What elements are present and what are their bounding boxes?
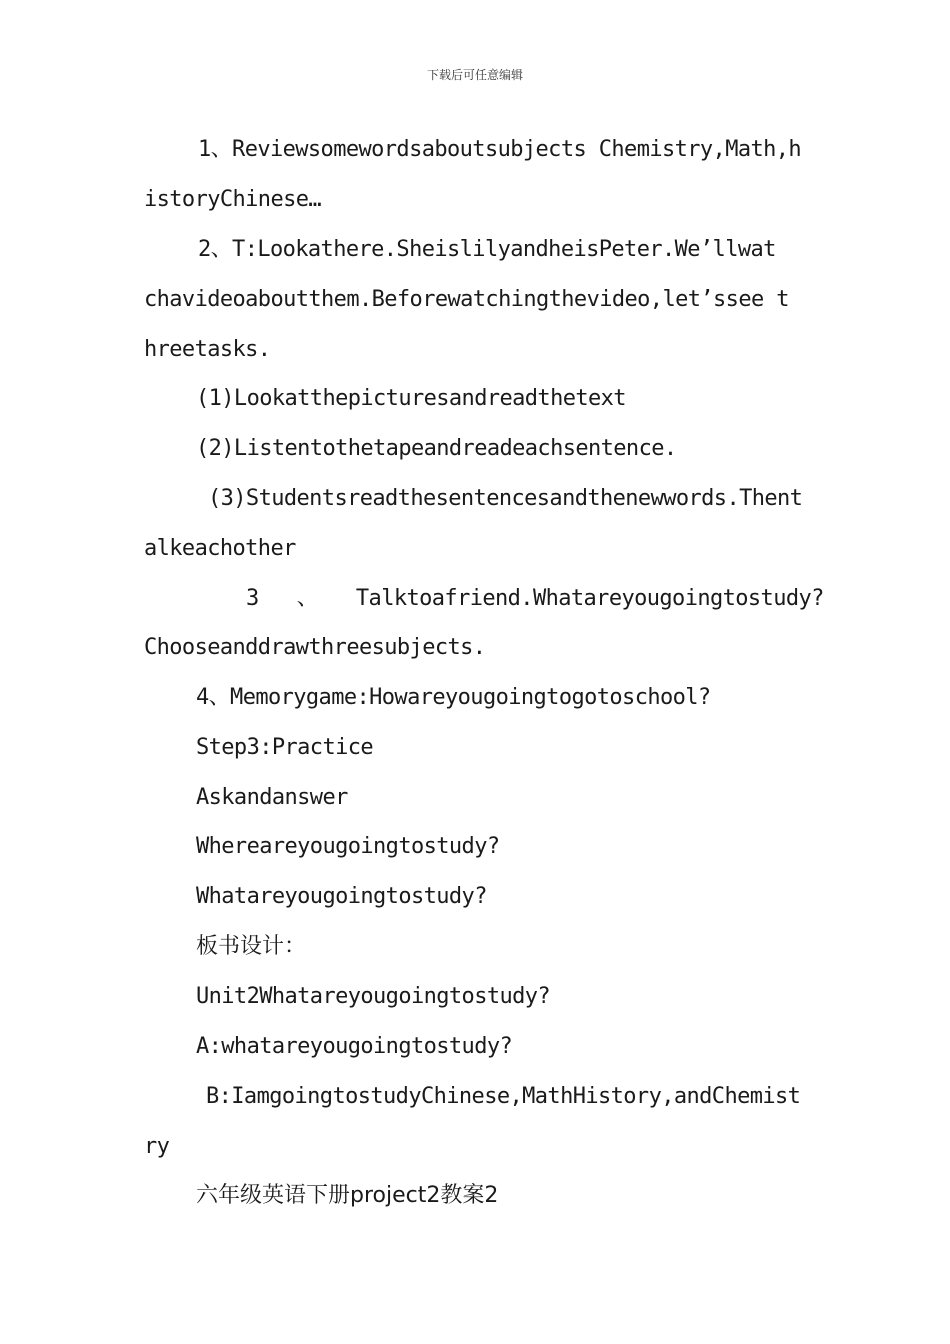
dialogue-a-line: A:whatareyougoingtostudy? xyxy=(196,1034,513,1059)
step-2-intro-line-c: hreetasks. xyxy=(144,337,271,362)
step-2-intro-line-b: chavideoaboutthem.Beforewatchingthevideo,let’ssee t xyxy=(144,287,789,312)
dialogue-b-line-a: B:IamgoingtostudyChinese,MathHistory,andChemist xyxy=(206,1084,801,1109)
step-4-memory-game-line: 4、Memorygame:Howareyougoingtogotoschool? xyxy=(196,685,711,710)
question-where-line: Whereareyougoingtostudy? xyxy=(196,834,500,859)
unit-title-line: Unit2Whatareyougoingtostudy? xyxy=(196,984,551,1009)
blackboard-design-heading: 板书设计： xyxy=(196,934,307,959)
question-what-line: Whatareyougoingtostudy? xyxy=(196,884,487,909)
step-1-review-line-a: 1、Reviewsomewordsaboutsubjects Chemistry,Math,h xyxy=(198,137,802,162)
step-3-talk-line-b: Chooseanddrawthreesubjects. xyxy=(144,635,486,660)
ask-and-answer-line: Askandanswer xyxy=(196,785,348,810)
practice-heading: Step3:Practice xyxy=(196,735,374,760)
task-3-line-a: (3)Studentsreadthesentencesandthenewwords.Thent xyxy=(208,486,803,511)
step-1-review-line-b: istoryChinese… xyxy=(144,187,322,212)
dialogue-b-line-b: ry xyxy=(144,1134,170,1159)
task-1-line: (1)Lookatthepicturesandreadthetext xyxy=(196,386,626,411)
task-3-line-b: alkeachother xyxy=(144,536,296,561)
page-header: 下载后可任意编辑 xyxy=(426,68,523,82)
step-3-talk-line-a: 3 、 Talktoafriend.Whatareyougoingtostudy? xyxy=(246,586,824,611)
task-2-line: (2)Listentothetapeandreadeachsentence. xyxy=(196,436,677,461)
step-2-intro-line-a: 2、T:Lookathere.SheislilyandheisPeter.We’llwat xyxy=(198,237,776,262)
next-lesson-title: 六年级英语下册project2教案2 xyxy=(196,1183,499,1208)
